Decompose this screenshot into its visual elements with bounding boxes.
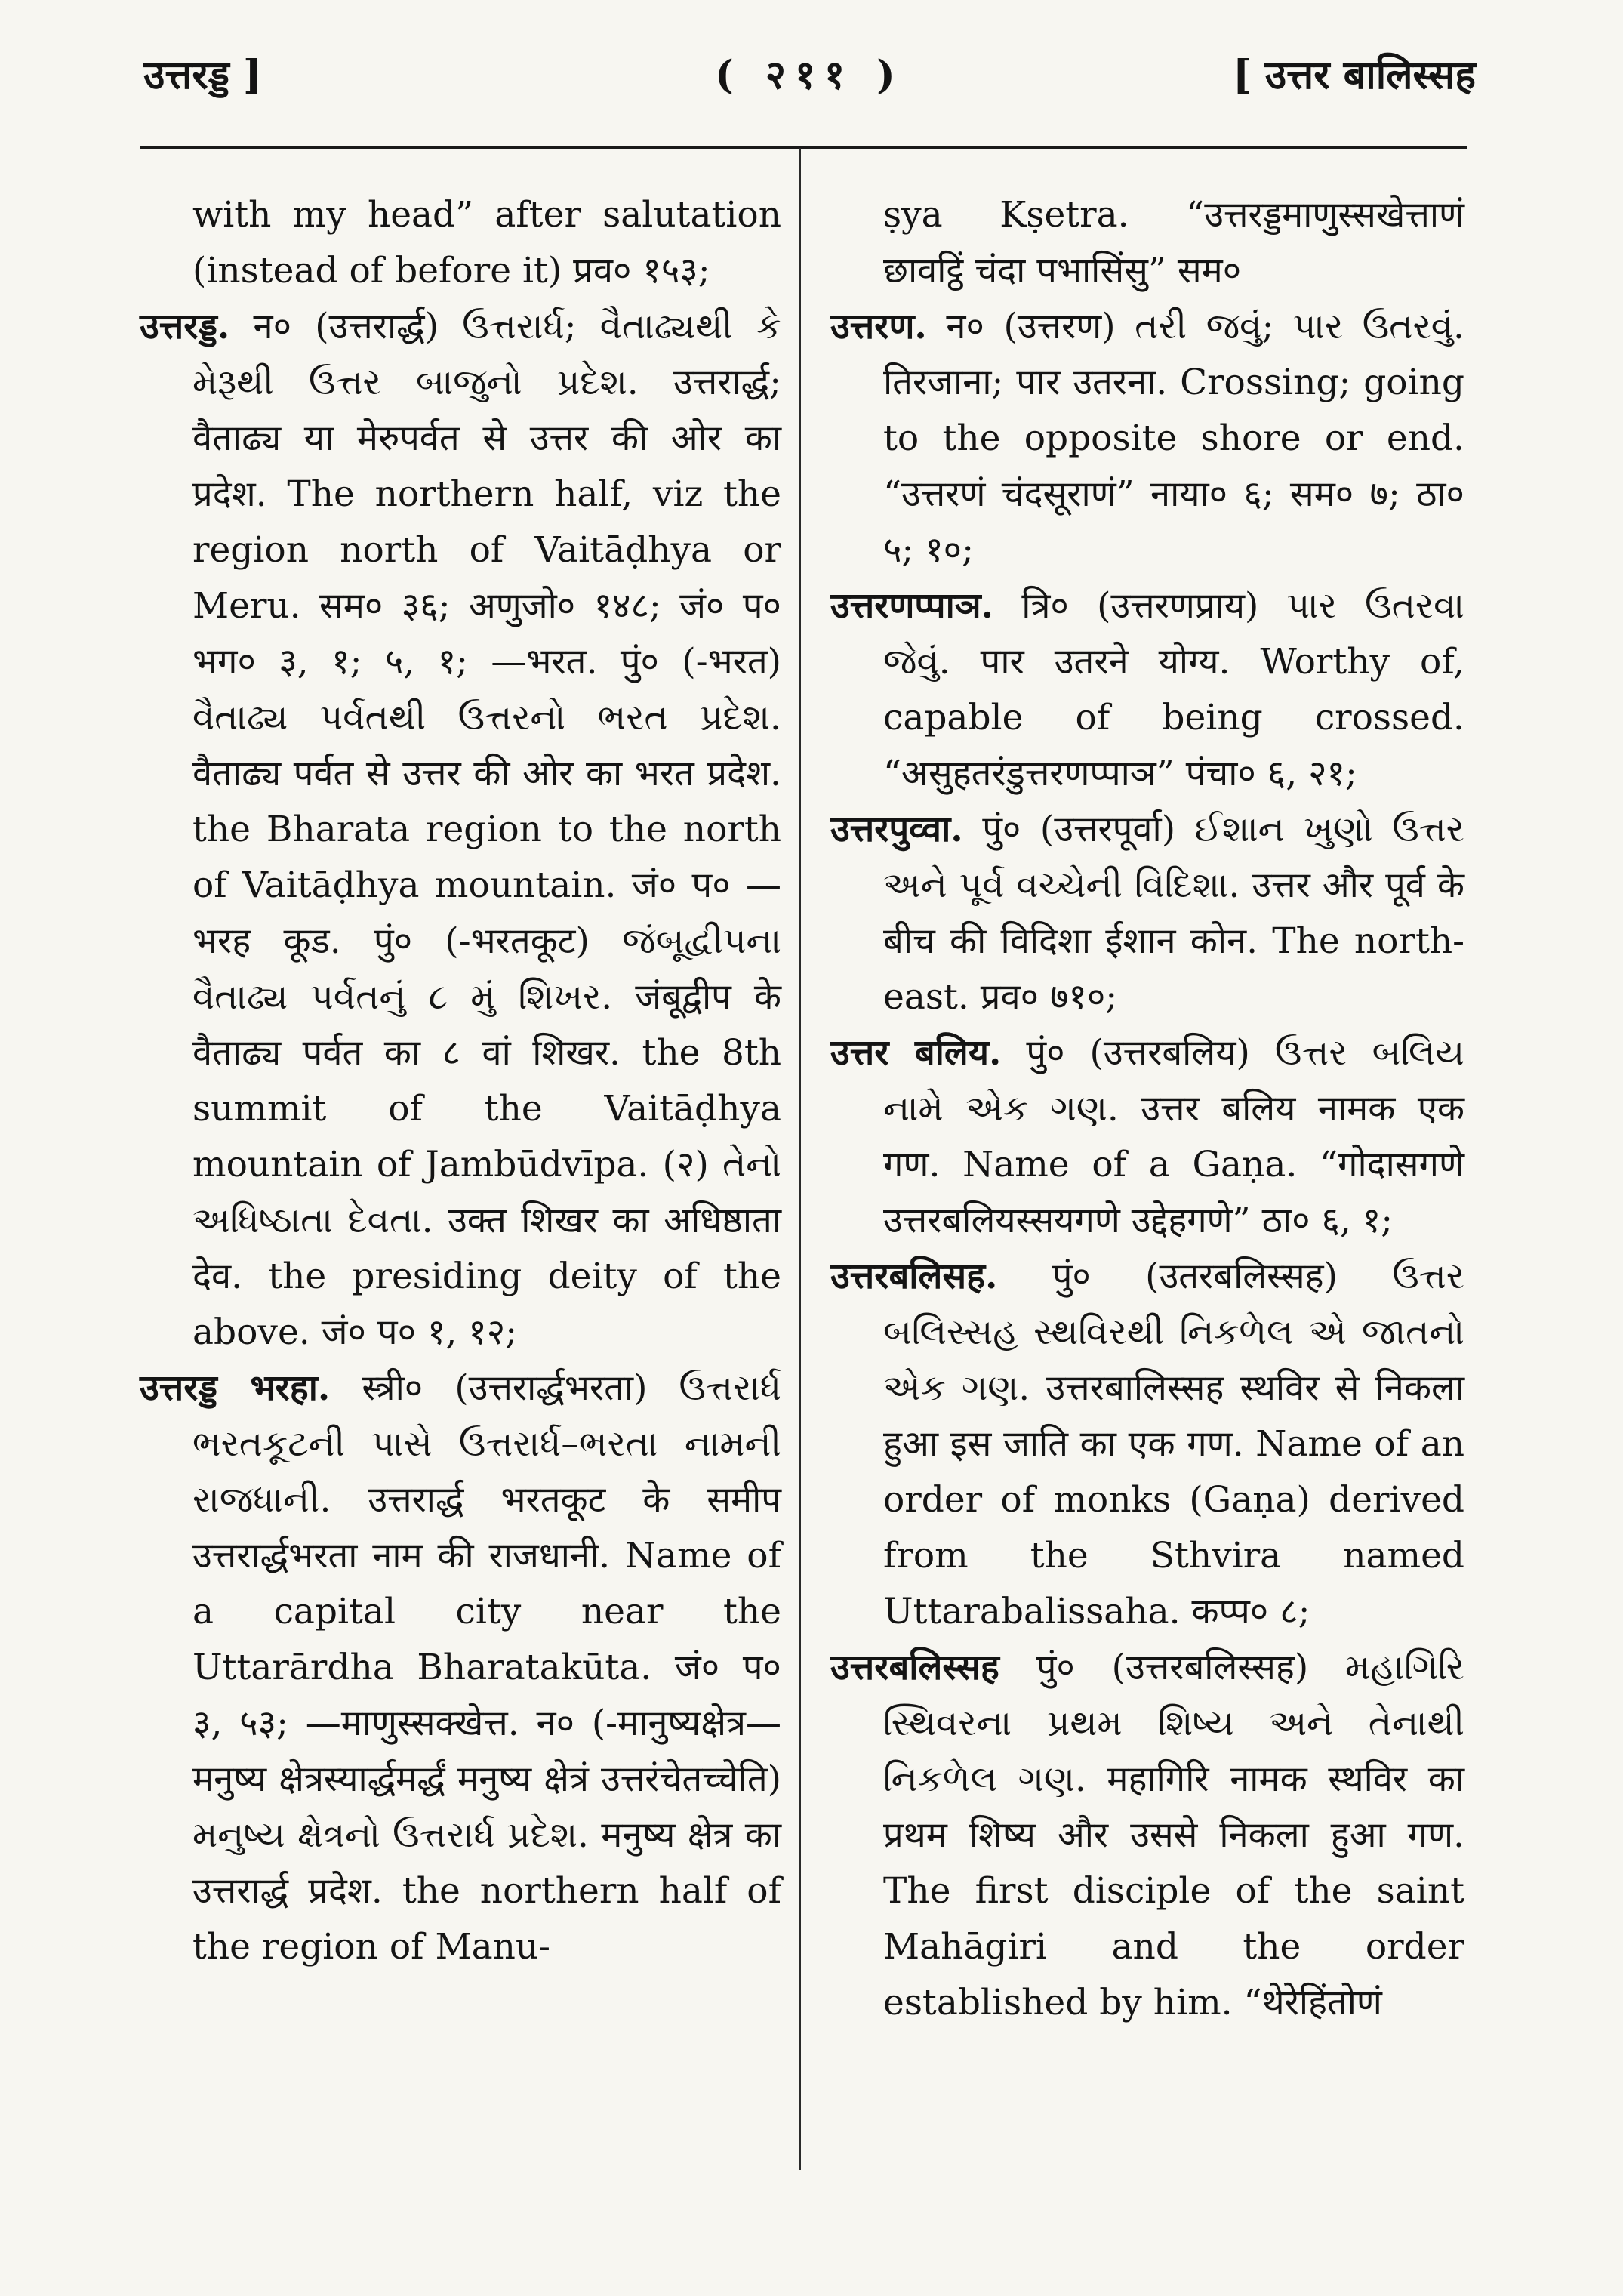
dictionary-entry — [830, 802, 1464, 1025]
left-column — [140, 187, 781, 1975]
entry-body: त्रि० (उत्तरणप्राय) પાર ઉતરવા જેવું. पार उतरने योग्य. Worthy of, capable of being crossed. “असुहतरंडुत्तरणप्पाञ” पंचा० ६, २१; — [883, 585, 1464, 794]
header-rule — [140, 146, 1467, 149]
continued-text: with my head” after salutation (instead of before it) प्रव० १५३; — [192, 194, 781, 291]
dictionary-entry — [830, 1025, 1464, 1249]
entry-body: न० (उत्तरार्द्ध) ઉત્તરાર્ધ; વૈતાઢ્યથી કે મેરૂથી ઉત્તર બાજુનો પ્રદેશ. उत्तरार्द्ध; वैताढ्य या मेरुपर्वत से उत्तर की ओर का प्रदेश. The northern half, viz the region north of Vaitāḍhya or Meru. सम० ३६; अणुजो० १४८; जं० प० भग० ३, १; ५, १; —भरत. पुं० (-भरत) વૈતાઢ્ય પર્વતથી ઉત્તરનો ભરત પ્રદેશ. वैताढ्य पर्वत से उत्तर की ओर का भरत प्रदेश. the Bharata region to the north of Vaitāḍhya mountain. जं० प० —भरह कूड. पुं० (-भरतकूट) જંબૂદ્વીપના વૈતાઢ્ય પર્વતનું ૮ મું શિખર. जंबूद्वीप के वैताढ्य पर्वत का ८ वां शिखर. the 8th summit of the Vaitāḍhya mountain of Jambūdvīpa. (२) તેનો અધિષ્ઠાતા દેવતા. उक्त शिखर का अधिष्ठाता देव. the presiding deity of the above. जं० प० १, १२; — [192, 306, 781, 1353]
continued-text: ṣya Kṣetra. “उत्तरड्डमाणुस्सखेत्ताणं छावट्ठिं चंदा पभासिंसु” सम० — [883, 194, 1464, 291]
entry-headword: उत्तर बलिय. — [830, 1032, 1002, 1074]
dictionary-entry — [830, 1640, 1464, 2031]
entry-body: न० (उत्तरण) તરી જવું; પાર ઉતરવું. तिरजाना; पार उतरना. Crossing; going to the opposite shore or end. “उत्तरणं चंदसूराणं” नाया० ६; सम० ७; ठा० ५; १०; — [883, 306, 1464, 571]
right-column — [830, 187, 1464, 2031]
entry-body: पुं० (उतरबलिस्सह) ઉત્તર બલિસ્સહ સ્થવિરથી નિકળેલ એ જાતનો એક ગણ. उत्तरबालिस्सह स्थविर से निकला हुआ इस जाति का एक गण. Name of an order of monks (Gaṇa) derived from the Sthvira named Uttarabalissaha. कप्प० ८; — [883, 1256, 1464, 1632]
entry-headword: उत्तरण. — [830, 306, 927, 347]
entry-headword: उत्तरणप्पाञ. — [830, 585, 994, 627]
dictionary-entry — [830, 299, 1464, 578]
entry-body: स्त्री० (उत्तरार्द्धभरता) ઉત્તરાર્ધ ભરતકૂટની પાસે ઉત્તરાર્ધ–ભરતા નામની રાજધાની. उत्तरार्द्ध भरतकूट के समीप उत्तरार्द्धभरता नाम की राजधानी. Name of a capital city near the Uttarārdha Bharatakūta. जं० प० ३, ५३; —माणुस्सक्खेत्त. न० (-मानुष्यक्षेत्र—मनुष्य क्षेत्रस्यार्द्धमर्द्धं मनुष्य क्षेत्रं उत्तरंचेतच्चेति) મનુષ્ય ક્ષેત્રનો ઉત્તરાર્ધ પ્રદેશ. मनुष्य क्षेत्र का उत्तरार्द्ध प्रदेश. the northern half of the region of Manu- — [192, 1367, 781, 1968]
entry-body: पुं० (उत्तरबलिय) ઉત્તર બલિય નામે એક ગણ. उत्तर बलिय नामक एक गण. Name of a Gaṇa. “गोदासगणे उत्तरबलियस्सयगणे उद्देहगणे” ठा० ६, १; — [883, 1032, 1464, 1241]
dictionary-entry — [140, 1361, 781, 1975]
header-right-guide-word: [ उत्तर बालिस्सह — [1233, 52, 1476, 98]
entry-headword: उत्तरड्ड. — [140, 306, 230, 347]
header-left-guide-word: उत्तरड्ड ] — [143, 52, 262, 98]
entry-body: पुं० (उत्तरपूर्वा) ઈશાન ખુણો ઉત્તર અને પૂર્વ વચ્ચેની વિદિશા. उत्तर और पूर्व के बीच की विदिशा ईशान कोन. The north-east. प्रव० ७१०; — [883, 809, 1464, 1018]
entry-body: पुं० (उत्तरबलिस्सह) મહાગિરિ સ્થિવરના પ્રથમ શિષ્ય અને તેનાથી નિકળેલ ગણ. महागिरि नामक स्थविर का प्रथम शिष्य और उससे निकला हुआ गण. The first disciple of the saint Mahāgiri and the order established by him. “थेरेहिंतोणं — [883, 1647, 1464, 2023]
entry-headword: उत्तरबलिस्सह — [830, 1647, 999, 1688]
page-number: ( २११ ) — [715, 52, 904, 98]
entry-headword: उत्तरबलिसह. — [830, 1256, 998, 1297]
dictionary-entry — [140, 299, 781, 1361]
entry-headword: उत्तरपुव्वा. — [830, 809, 963, 850]
dictionary-entry — [830, 578, 1464, 802]
page-header — [143, 47, 1476, 107]
entry-headword: उत्तरड्ड भरहा. — [140, 1367, 331, 1409]
column-divider — [799, 148, 801, 2170]
dictionary-entry — [830, 1249, 1464, 1640]
